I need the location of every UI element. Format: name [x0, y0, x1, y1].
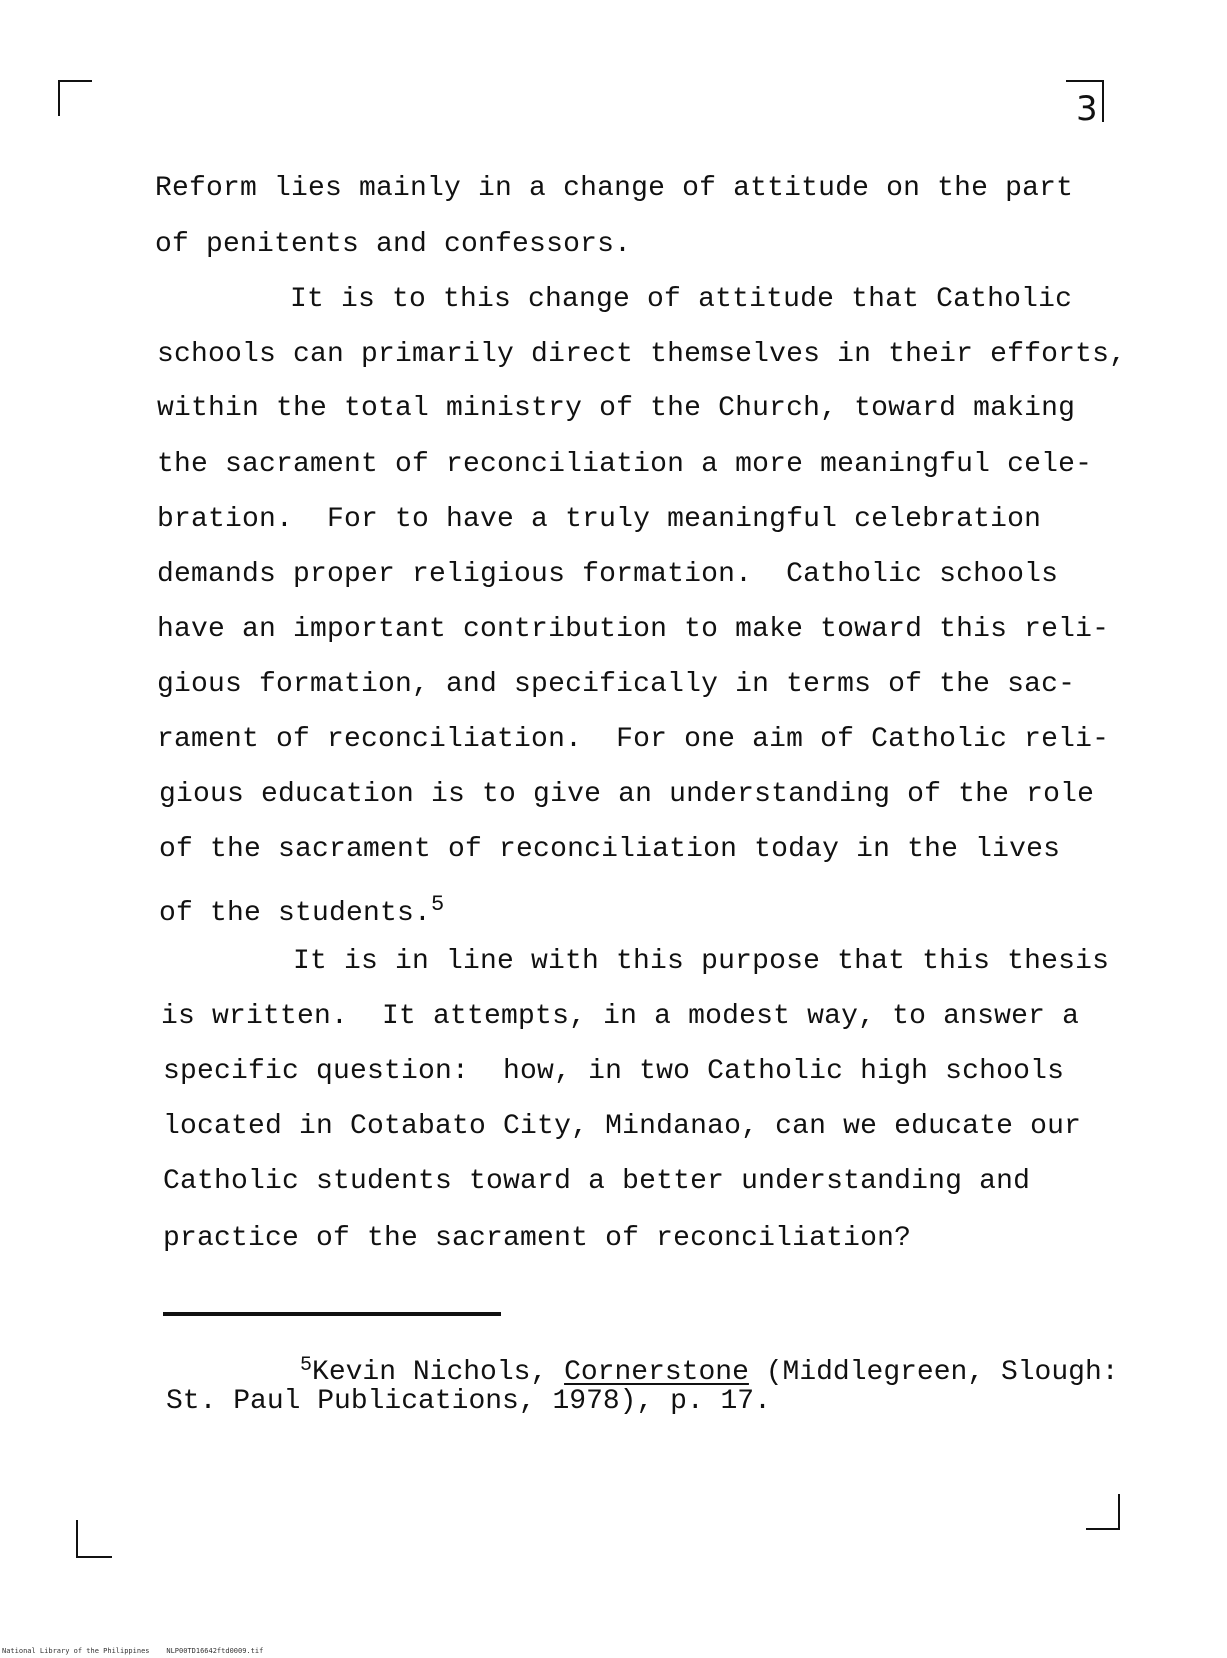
body-line: Catholic students toward a better understanding and [163, 1166, 1031, 1197]
body-line: the sacrament of reconciliation a more meaningful cele- [157, 449, 1093, 480]
archive-label: National Library of the Philippines NLP00TD16642ftd0009.tif [2, 1647, 264, 1655]
body-line-text: of the students. [159, 898, 432, 929]
footnote-title: Cornerstone [564, 1357, 749, 1388]
crop-mark-bottom-right [1086, 1494, 1120, 1530]
footnote-line-1 [300, 1350, 1119, 1389]
paragraph-start-line: It is in line with this purpose that this thesis [293, 946, 1110, 977]
footnote-reference: 5 [431, 892, 445, 917]
crop-mark-bottom-left [76, 1520, 112, 1558]
body-line: of penitents and confessors. [155, 229, 632, 260]
body-line-with-footnote [159, 888, 444, 931]
page-number: 3 [1076, 89, 1098, 129]
body-line: Reform lies mainly in a change of attitude on the part [155, 173, 1074, 204]
body-line: schools can primarily direct themselves in their efforts, [157, 339, 1127, 370]
paragraph-start-line: It is to this change of attitude that Catholic [290, 284, 1073, 315]
crop-mark-top-left [58, 80, 92, 116]
footnote-author: Kevin Nichols, [312, 1357, 565, 1388]
body-line: have an important contribution to make toward this reli- [157, 614, 1110, 645]
body-line: within the total ministry of the Church, toward making [157, 393, 1076, 424]
body-line: gious education is to give an understanding of the role [159, 779, 1095, 810]
footnote-line-2: St. Paul Publications, 1978), p. 17. [166, 1386, 771, 1417]
body-line: demands proper religious formation. Catholic schools [157, 559, 1059, 590]
body-line: located in Cotabato City, Mindanao, can we educate our [163, 1111, 1082, 1142]
body-line: rament of reconciliation. For one aim of Catholic reli- [157, 724, 1110, 755]
body-line: is written. It attempts, in a modest way, to answer a [161, 1001, 1080, 1032]
body-line: of the sacrament of reconciliation today in the lives [159, 834, 1061, 865]
body-line: bration. For to have a truly meaningful celebration [157, 504, 1042, 535]
footnote-marker: 5 [300, 1354, 313, 1377]
footnote-publisher-place: (Middlegreen, Slough: [748, 1357, 1119, 1388]
body-line: practice of the sacrament of reconciliation? [163, 1223, 912, 1254]
body-line: specific question: how, in two Catholic high schools [163, 1056, 1065, 1087]
footnote-separator [163, 1312, 501, 1316]
body-line: gious formation, and specifically in terms of the sac- [157, 669, 1076, 700]
